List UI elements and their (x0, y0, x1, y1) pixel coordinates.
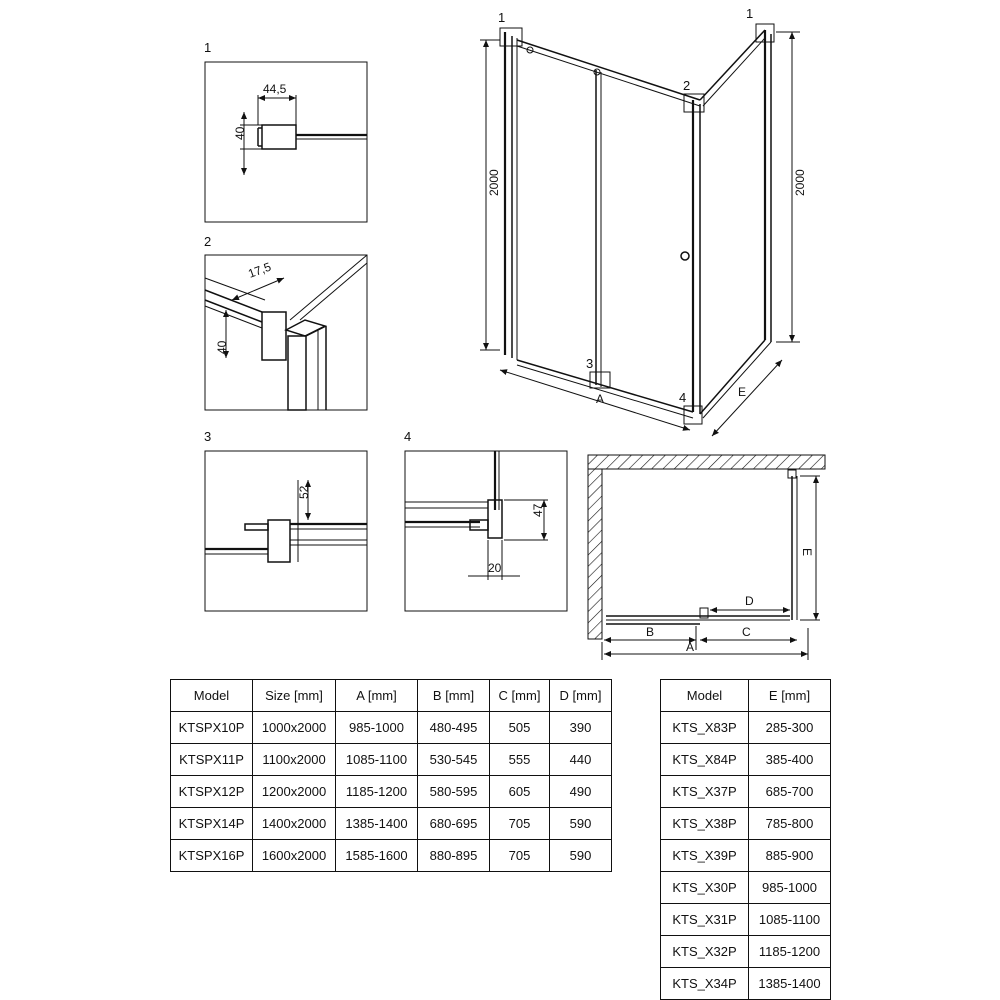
plan-b-label: B (646, 625, 655, 639)
cell-c: 505 (490, 712, 550, 744)
table-row (661, 968, 831, 1000)
table-row (171, 744, 612, 776)
cell-model: KTS_X32P (661, 936, 749, 968)
header-size: Size [mm] (253, 680, 336, 712)
detail-1-width: 44,5 (263, 82, 287, 96)
cell-c: 555 (490, 744, 550, 776)
table-row (661, 744, 831, 776)
models-table (170, 679, 612, 872)
table-row (661, 712, 831, 744)
table-row (661, 776, 831, 808)
detail-2 (204, 234, 367, 410)
cell-size: 1200x2000 (253, 776, 336, 808)
models-table-header (171, 680, 612, 712)
detail-4-label: 4 (404, 429, 412, 444)
plan-d-label: D (745, 594, 754, 608)
callout-1-right: 1 (746, 6, 754, 21)
cell-e: 885-900 (749, 840, 831, 872)
table-row (171, 776, 612, 808)
cell-size: 1000x2000 (253, 712, 336, 744)
cell-a: 1585-1600 (336, 840, 418, 872)
e-dimension-table (660, 679, 831, 1000)
detail-2-height: 40 (215, 340, 229, 354)
main-enclosure-drawing (480, 6, 807, 436)
table-row (171, 840, 612, 872)
cell-model: KTS_X34P (661, 968, 749, 1000)
table-row (171, 808, 612, 840)
header-d: D [mm] (550, 680, 612, 712)
header-b: B [mm] (418, 680, 490, 712)
table-row (661, 808, 831, 840)
cell-b: 680-695 (418, 808, 490, 840)
callout-2: 2 (683, 78, 691, 93)
dim-a-label: A (596, 392, 605, 406)
cell-model: KTS_X30P (661, 872, 749, 904)
callout-4: 4 (679, 390, 687, 405)
cell-size: 1600x2000 (253, 840, 336, 872)
detail-4-height: 47 (531, 503, 545, 517)
detail-3-label: 3 (204, 429, 212, 444)
cell-model: KTSPX10P (171, 712, 253, 744)
plan-c-label: C (742, 625, 751, 639)
dim-e-label: E (738, 385, 747, 399)
table-row (661, 936, 831, 968)
cell-c: 705 (490, 840, 550, 872)
cell-model: KTSPX12P (171, 776, 253, 808)
plan-view (588, 455, 825, 660)
table-row (661, 872, 831, 904)
cell-model: KTSPX11P (171, 744, 253, 776)
cell-model: KTSPX14P (171, 808, 253, 840)
cell-d: 590 (550, 808, 612, 840)
table-row (661, 904, 831, 936)
cell-model: KTS_X39P (661, 840, 749, 872)
header-c: C [mm] (490, 680, 550, 712)
cell-d: 390 (550, 712, 612, 744)
cell-e: 1385-1400 (749, 968, 831, 1000)
cell-model: KTS_X38P (661, 808, 749, 840)
header-a: A [mm] (336, 680, 418, 712)
detail-2-width: 17,5 (246, 259, 273, 281)
header-e: E [mm] (749, 680, 831, 712)
callout-3: 3 (586, 356, 594, 371)
detail-3 (204, 429, 367, 611)
height-right-label: 2000 (793, 169, 807, 196)
header-model: Model (171, 680, 253, 712)
cell-model: KTS_X84P (661, 744, 749, 776)
detail-1-height: 40 (233, 126, 247, 140)
cell-b: 880-895 (418, 840, 490, 872)
cell-e: 1085-1100 (749, 904, 831, 936)
cell-e: 985-1000 (749, 872, 831, 904)
cell-model: KTS_X37P (661, 776, 749, 808)
cell-model: KTS_X31P (661, 904, 749, 936)
cell-model: KTS_X83P (661, 712, 749, 744)
cell-e: 285-300 (749, 712, 831, 744)
cell-a: 1185-1200 (336, 776, 418, 808)
cell-c: 705 (490, 808, 550, 840)
height-left-label: 2000 (487, 169, 501, 196)
cell-size: 1100x2000 (253, 744, 336, 776)
plan-a-label: A (686, 640, 695, 654)
header-model: Model (661, 680, 749, 712)
callout-1-left: 1 (498, 10, 506, 25)
detail-1-label: 1 (204, 40, 212, 55)
cell-e: 685-700 (749, 776, 831, 808)
cell-b: 530-545 (418, 744, 490, 776)
cell-b: 580-595 (418, 776, 490, 808)
detail-2-label: 2 (204, 234, 212, 249)
cell-e: 385-400 (749, 744, 831, 776)
detail-4 (404, 429, 567, 611)
detail-4-width: 20 (488, 561, 502, 575)
cell-d: 590 (550, 840, 612, 872)
cell-e: 1185-1200 (749, 936, 831, 968)
e-table-header (661, 680, 831, 712)
cell-c: 605 (490, 776, 550, 808)
cell-a: 1385-1400 (336, 808, 418, 840)
detail-3-height: 52 (297, 485, 311, 499)
cell-d: 440 (550, 744, 612, 776)
cell-d: 490 (550, 776, 612, 808)
detail-1 (204, 40, 367, 222)
cell-model: KTSPX16P (171, 840, 253, 872)
cell-a: 985-1000 (336, 712, 418, 744)
plan-e-label: E (800, 548, 814, 557)
table-row (171, 712, 612, 744)
cell-b: 480-495 (418, 712, 490, 744)
table-row (661, 840, 831, 872)
cell-a: 1085-1100 (336, 744, 418, 776)
cell-size: 1400x2000 (253, 808, 336, 840)
cell-e: 785-800 (749, 808, 831, 840)
